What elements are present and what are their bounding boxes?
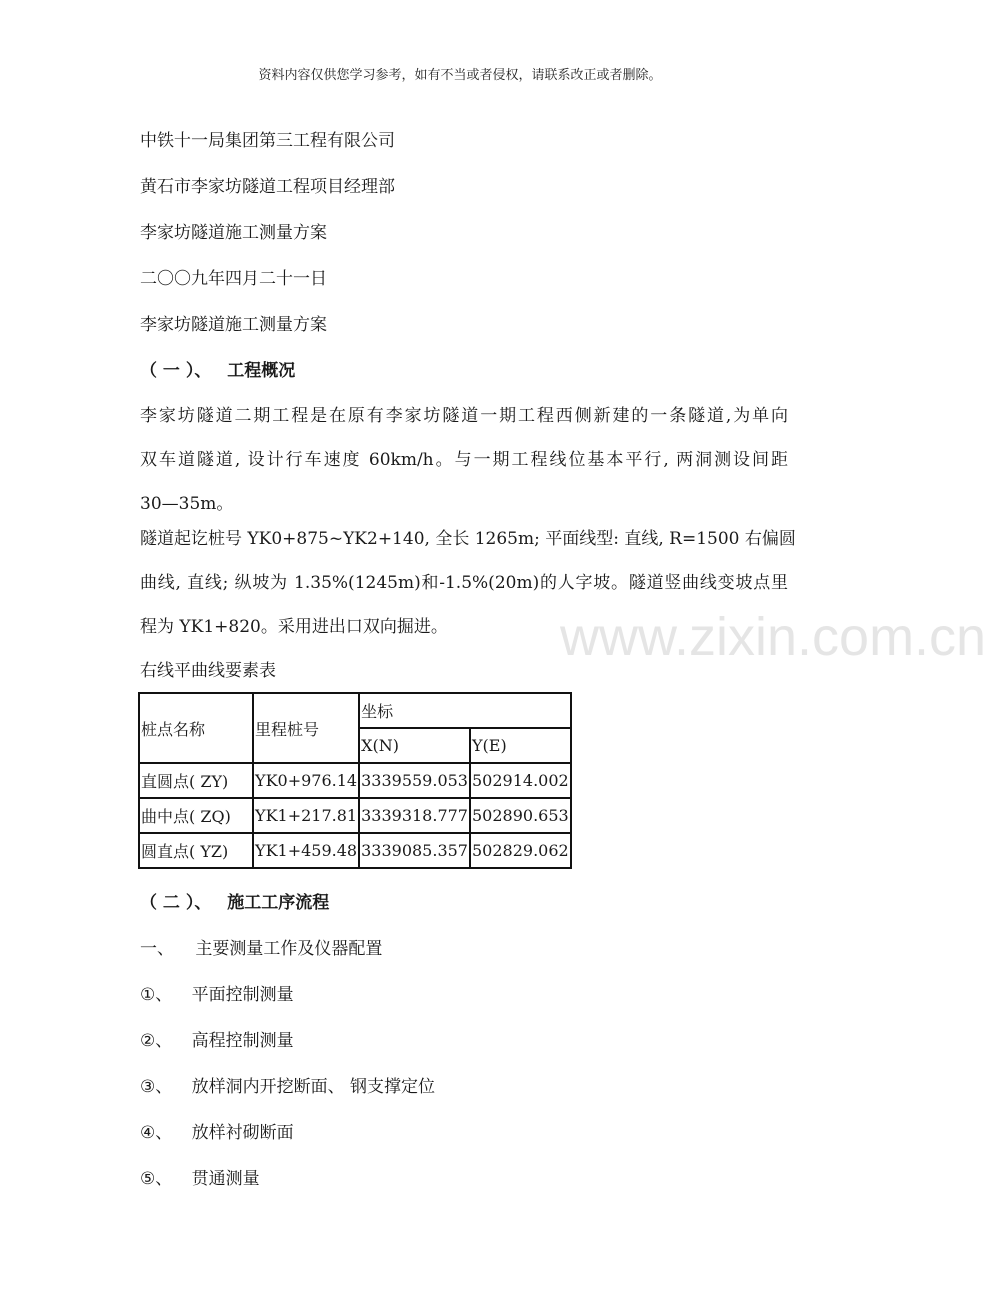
cover-title: 李家坊隧道施工测量方案 bbox=[140, 223, 327, 243]
section2-number: （ 二 ）、 bbox=[140, 893, 212, 913]
list-item-number: ④、 bbox=[140, 1123, 173, 1143]
cell-x: 3339085.357 bbox=[359, 833, 470, 868]
list-item bbox=[140, 1118, 294, 1143]
cell-x: 3339318.777 bbox=[359, 798, 470, 833]
alignment-paragraph bbox=[140, 517, 796, 649]
section1-number: （ 一 ）、 bbox=[140, 361, 212, 381]
header-coordinates: 坐标 bbox=[359, 693, 571, 728]
cell-point-name: 曲中点( ZQ) bbox=[139, 798, 253, 833]
table-header-row bbox=[139, 693, 571, 728]
list-item bbox=[140, 980, 294, 1005]
watermark: www.zixin.com.cn bbox=[560, 607, 986, 667]
cell-y: 502829.062 bbox=[470, 833, 571, 868]
overview-line: 双车道隧道, 设计行车速度 60km/h。与一期工程线位基本平行, 两洞测设间距 bbox=[140, 450, 788, 470]
table-row bbox=[139, 798, 571, 833]
list-item-text: 高程控制测量 bbox=[191, 1031, 294, 1051]
list-item-text: 放样衬砌断面 bbox=[191, 1123, 294, 1143]
list-item-text: 平面控制测量 bbox=[191, 985, 294, 1005]
list-item-number: ①、 bbox=[140, 985, 173, 1005]
cell-mileage: YK1+459.48 bbox=[253, 833, 359, 868]
section1-title: 工程概况 bbox=[227, 361, 296, 381]
section2-heading bbox=[140, 888, 329, 913]
subsection-heading bbox=[140, 934, 382, 959]
list-item-text: 放样洞内开挖断面、 钢支撑定位 bbox=[191, 1077, 436, 1097]
subsection-title: 主要测量工作及仪器配置 bbox=[195, 939, 383, 959]
alignment-line: 隧道起讫桩号 YK0+875~YK2+140, 全长 1265m; 平面线型: 直线, R=1500 右偏圆 bbox=[140, 529, 796, 549]
curve-elements-table bbox=[138, 692, 572, 869]
alignment-line: 曲线, 直线; 纵坡为 1.35%(1245m)和-1.5%(20m)的人字坡。隧道竖曲线变坡点里 bbox=[140, 573, 788, 593]
department-name: 黄石市李家坊隧道工程项目经理部 bbox=[140, 177, 395, 197]
cell-mileage: YK0+976.14 bbox=[253, 763, 359, 798]
header-mileage: 里程桩号 bbox=[253, 693, 359, 763]
cell-x: 3339559.053 bbox=[359, 763, 470, 798]
subsection-number: 一、 bbox=[140, 939, 174, 959]
cell-point-name: 直圆点( ZY) bbox=[139, 763, 253, 798]
section2-title: 施工工序流程 bbox=[227, 893, 330, 913]
table-row bbox=[139, 833, 571, 868]
table-caption: 右线平曲线要素表 bbox=[140, 661, 276, 681]
cell-point-name: 圆直点( YZ) bbox=[139, 833, 253, 868]
list-item bbox=[140, 1072, 435, 1097]
disclaimer-note: 资料内容仅供您学习参考，如有不当或者侵权，请联系改正或者删除。 bbox=[258, 68, 662, 83]
list-item-number: ②、 bbox=[140, 1031, 173, 1051]
overview-line: 30—35m。 bbox=[140, 494, 234, 514]
header-point-name: 桩点名称 bbox=[139, 693, 253, 763]
list-item-number: ③、 bbox=[140, 1077, 173, 1097]
table-row bbox=[139, 763, 571, 798]
alignment-line: 程为 YK1+820。采用进出口双向掘进。 bbox=[140, 617, 448, 637]
section1-heading bbox=[140, 356, 295, 381]
cell-y: 502890.653 bbox=[470, 798, 571, 833]
overview-line: 李家坊隧道二期工程是在原有李家坊隧道一期工程西侧新建的一条隧道,为单向 bbox=[140, 406, 788, 426]
list-item-number: ⑤、 bbox=[140, 1169, 173, 1189]
cell-y: 502914.002 bbox=[470, 763, 571, 798]
header-x: X(N) bbox=[359, 728, 470, 763]
header-y: Y(E) bbox=[470, 728, 571, 763]
document-title: 李家坊隧道施工测量方案 bbox=[140, 315, 327, 335]
cover-date: 二〇〇九年四月二十一日 bbox=[140, 269, 327, 289]
company-name: 中铁十一局集团第三工程有限公司 bbox=[140, 131, 395, 151]
overview-paragraph bbox=[140, 394, 788, 526]
cell-mileage: YK1+217.81 bbox=[253, 798, 359, 833]
list-item bbox=[140, 1026, 294, 1051]
list-item bbox=[140, 1164, 260, 1189]
list-item-text: 贯通测量 bbox=[191, 1169, 260, 1189]
